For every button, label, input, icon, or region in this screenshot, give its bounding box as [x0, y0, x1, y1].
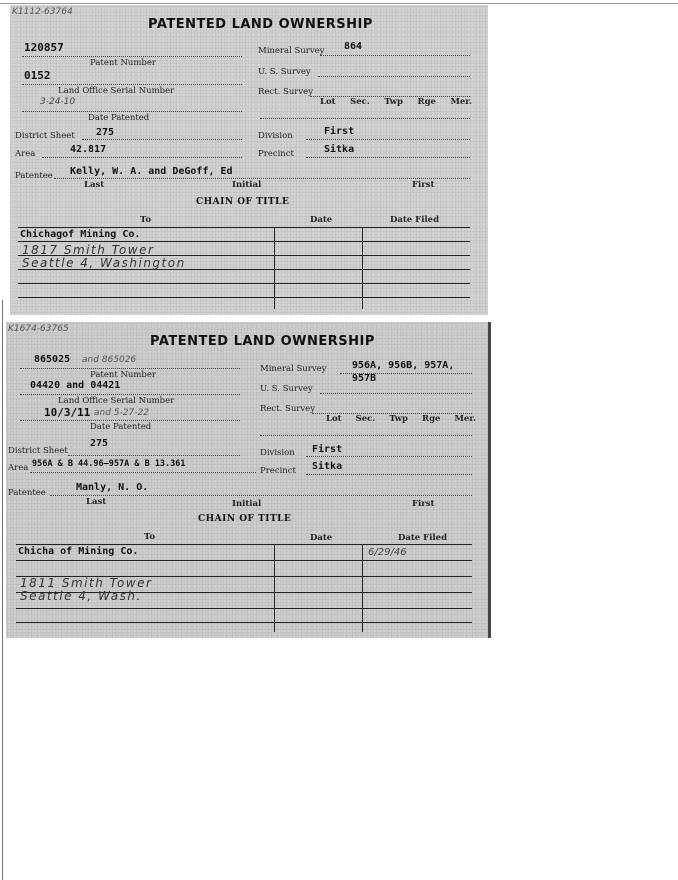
patent-number-label: Patent Number	[90, 58, 156, 68]
precinct-line	[306, 474, 472, 475]
district-line	[82, 139, 242, 140]
division-line	[306, 456, 472, 457]
patentee-line	[50, 495, 472, 496]
area-label: Area	[15, 149, 36, 159]
serial-line	[20, 394, 240, 395]
name-last-label: Last	[86, 497, 107, 507]
table-divider	[274, 544, 275, 632]
division-line	[306, 139, 470, 140]
patentee-label: Patentee	[15, 171, 53, 181]
rect-col-rge: Rge	[422, 414, 441, 424]
table-line	[18, 227, 470, 228]
patentee-line	[54, 178, 470, 179]
division-value: First	[324, 126, 355, 137]
col-date-label: Date	[310, 533, 333, 543]
land-ownership-card-2	[6, 322, 491, 638]
name-initial-label: Initial	[232, 180, 262, 190]
land-office-serial-value: 04420 and 04421	[30, 380, 121, 391]
col-to-label: To	[144, 532, 156, 542]
land-office-serial-value: 0152	[24, 69, 51, 82]
rect-line-2	[260, 118, 470, 119]
serial-line	[22, 84, 242, 85]
patent-number-line	[20, 368, 240, 369]
precinct-line	[306, 157, 470, 158]
patentee-value: Kelly, W. A. and DeGoff, Ed	[70, 166, 233, 177]
name-initial-label: Initial	[232, 499, 262, 509]
table-line	[16, 560, 472, 561]
table-line	[16, 622, 472, 623]
chain-of-title-heading: CHAIN OF TITLE	[196, 197, 290, 207]
us-survey-line	[318, 76, 470, 77]
date-patented-value: 3-24-10	[40, 97, 76, 107]
mineral-survey-label: Mineral Survey	[260, 364, 327, 374]
table-line	[18, 283, 470, 284]
precinct-value: Sitka	[312, 461, 343, 472]
chain-address-line-2: Seattle 4, Wash.	[20, 589, 142, 603]
chain-of-title-heading: CHAIN OF TITLE	[198, 514, 292, 524]
date-patented-extra: and 5-27-22	[94, 408, 149, 418]
rect-columns	[326, 414, 476, 424]
date-patented-value: 10/3/11	[44, 406, 91, 419]
mineral-survey-label: Mineral Survey	[258, 46, 325, 56]
us-survey-label: U. S. Survey	[260, 384, 313, 394]
col-date-label: Date	[310, 215, 333, 225]
precinct-value: Sitka	[324, 144, 355, 155]
district-sheet-label: District Sheet	[15, 131, 75, 141]
district-sheet-value: 275	[96, 127, 115, 138]
patentee-label: Patentee	[8, 488, 46, 498]
rect-col-sec: Sec.	[350, 97, 370, 107]
chain-address-line-1: 1811 Smith Tower	[20, 576, 153, 590]
page-edge-line	[0, 3, 678, 4]
district-sheet-label: District Sheet	[8, 446, 68, 456]
card-stamp: K1674-63765	[8, 324, 69, 334]
precinct-label: Precinct	[260, 466, 296, 476]
us-survey-line	[320, 393, 472, 394]
chain-entry-to: Chichagof Mining Co.	[20, 229, 141, 240]
land-office-serial-label: Land Office Serial Number	[58, 396, 175, 406]
rect-col-lot: Lot	[320, 97, 336, 107]
mineral-survey-value: 956A, 956B, 957A,	[352, 360, 455, 371]
table-line	[16, 544, 472, 545]
table-line	[16, 608, 472, 609]
mineral-line	[320, 55, 470, 56]
col-to-label: To	[140, 215, 152, 225]
division-label: Division	[260, 448, 295, 458]
rect-col-mer: Mer.	[450, 97, 472, 107]
rect-col-lot: Lot	[326, 414, 342, 424]
area-value: 42.817	[70, 144, 107, 155]
date-patented-label: Date Patented	[88, 113, 150, 123]
rect-col-rge: Rge	[417, 97, 436, 107]
chain-entry-to: Chicha of Mining Co.	[18, 546, 139, 557]
patent-number-value: 120857	[24, 41, 64, 54]
page-margin-line	[2, 300, 3, 880]
rect-survey-label: Rect. Survey	[260, 404, 316, 414]
area-line	[30, 472, 256, 473]
table-line	[18, 297, 470, 298]
name-first-label: First	[412, 499, 435, 509]
chain-address-line-1: 1817 Smith Tower	[22, 243, 155, 257]
area-label: Area	[8, 463, 29, 473]
date-patented-label: Date Patented	[90, 422, 152, 432]
us-survey-label: U. S. Survey	[258, 67, 311, 77]
district-sheet-value: 275	[90, 438, 109, 449]
table-divider	[362, 544, 363, 632]
mineral-survey-value-2: 957B	[352, 373, 377, 384]
rect-columns	[320, 97, 472, 107]
table-line	[18, 241, 470, 242]
chain-entry-date-filed: 6/29/46	[368, 547, 407, 558]
land-office-serial-label: Land Office Serial Number	[58, 86, 175, 96]
rect-col-mer: Mer.	[454, 414, 476, 424]
col-date-filed-label: Date Filed	[398, 533, 448, 543]
mineral-survey-value: 864	[344, 41, 363, 52]
rect-col-sec: Sec.	[355, 414, 376, 424]
patent-number-value: 865025	[34, 354, 71, 365]
chain-address-line-2: Seattle 4, Washington	[22, 256, 186, 270]
col-date-filed-label: Date Filed	[390, 215, 440, 225]
precinct-label: Precinct	[258, 149, 294, 159]
patentee-value: Manly, N. O.	[76, 482, 149, 493]
rect-survey-label: Rect. Survey	[258, 87, 314, 97]
patent-number-label: Patent Number	[90, 370, 156, 380]
card-title: PATENTED LAND OWNERSHIP	[150, 334, 375, 349]
land-ownership-card-1	[10, 5, 488, 315]
name-first-label: First	[412, 180, 435, 190]
rect-col-twp: Twp	[389, 414, 408, 424]
card-title: PATENTED LAND OWNERSHIP	[148, 17, 373, 32]
table-divider	[362, 227, 363, 309]
patent-number-extra: and 865026	[82, 355, 137, 365]
division-label: Division	[258, 131, 293, 141]
area-value: 956A & B 44.96—957A & B 13.361	[32, 459, 186, 469]
district-line	[68, 455, 240, 456]
patent-number-line	[22, 56, 242, 57]
area-line	[42, 157, 242, 158]
date-line	[22, 111, 242, 112]
rect-col-twp: Twp	[384, 97, 403, 107]
rect-line-2	[260, 435, 472, 436]
card-stamp: K1112-63764	[12, 7, 73, 17]
division-value: First	[312, 444, 343, 455]
date-line	[20, 420, 240, 421]
name-last-label: Last	[84, 180, 105, 190]
table-divider	[274, 227, 275, 309]
